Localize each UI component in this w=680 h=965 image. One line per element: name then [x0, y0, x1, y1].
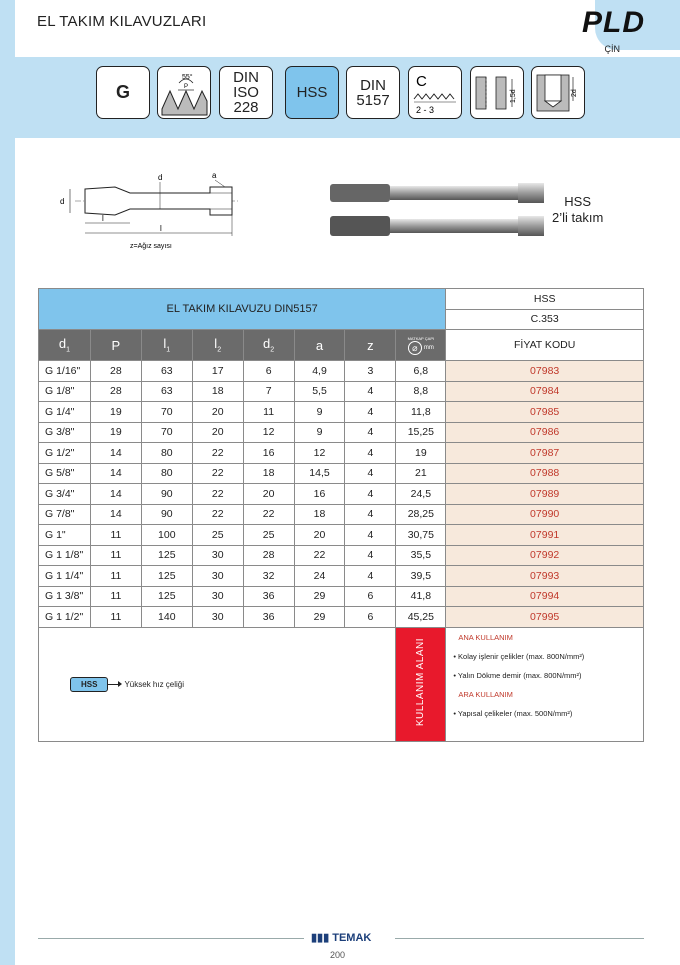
- value-cell: 11: [243, 402, 294, 423]
- value-cell: 4: [345, 443, 396, 464]
- value-cell: 4: [345, 463, 396, 484]
- standard-line-1: DIN: [233, 69, 259, 86]
- value-cell: 14: [90, 463, 141, 484]
- value-cell: 4: [345, 525, 396, 546]
- value-cell: 41,8: [396, 586, 446, 607]
- value-cell: 14: [90, 504, 141, 525]
- value-cell: 28,25: [396, 504, 446, 525]
- usage-list: [446, 627, 644, 741]
- product-label-line1: HSS: [564, 194, 592, 209]
- table-row: [39, 422, 644, 443]
- thread-profile-box: [157, 66, 211, 119]
- size-cell: G 3/4": [39, 484, 91, 505]
- standard-line-2: ISO: [233, 84, 259, 101]
- legend-cell: [39, 627, 396, 741]
- secondary-usage-item-1: • Yapısal çelikeler (max. 500N/mm²): [453, 708, 573, 718]
- value-cell: 90: [141, 484, 192, 505]
- value-cell: 32: [243, 566, 294, 587]
- col-z: z: [345, 330, 396, 361]
- value-cell: 21: [396, 463, 446, 484]
- size-cell: G 1 3/8": [39, 586, 91, 607]
- value-cell: 6,8: [396, 361, 446, 382]
- value-cell: 70: [141, 402, 192, 423]
- size-cell: G 7/8": [39, 504, 91, 525]
- l1-label: l: [160, 224, 162, 233]
- price-code-cell: 07983: [446, 361, 644, 382]
- standard-box: [219, 66, 273, 119]
- value-cell: 22: [192, 463, 243, 484]
- value-cell: 6: [243, 361, 294, 382]
- through-hole-box: [470, 66, 524, 119]
- col-d1: $d_1$: [39, 330, 91, 361]
- table-row: [39, 607, 644, 628]
- price-code-cell: 07989: [446, 484, 644, 505]
- value-cell: 90: [141, 504, 192, 525]
- value-cell: 100: [141, 525, 192, 546]
- size-cell: G 1/4": [39, 402, 91, 423]
- price-code-cell: 07994: [446, 586, 644, 607]
- value-cell: 12: [243, 422, 294, 443]
- value-cell: 22: [243, 504, 294, 525]
- legend-text: Yüksek hız çeliği: [124, 679, 185, 689]
- footer-logo: ▮▮▮ TEMAK: [311, 932, 372, 944]
- value-cell: 22: [192, 443, 243, 464]
- value-cell: 8,8: [396, 381, 446, 402]
- price-code-cell: 07986: [446, 422, 644, 443]
- value-cell: 125: [141, 566, 192, 587]
- value-cell: 28: [243, 545, 294, 566]
- table-row: [39, 361, 644, 382]
- main-usage-title: ANA KULLANIM: [458, 632, 513, 642]
- value-cell: 36: [243, 607, 294, 628]
- through-hole-icon: [472, 69, 522, 117]
- tap-drawing: [60, 166, 245, 256]
- value-cell: 39,5: [396, 566, 446, 587]
- depth-label-1: 1,5d: [510, 88, 517, 103]
- value-cell: 22: [192, 484, 243, 505]
- value-cell: 19: [396, 443, 446, 464]
- material-label: HSS: [296, 84, 328, 101]
- value-cell: 11: [90, 545, 141, 566]
- value-cell: 24,5: [396, 484, 446, 505]
- thread-profile-icon: [159, 69, 209, 117]
- din-line-2: 5157: [356, 91, 390, 109]
- value-cell: 125: [141, 545, 192, 566]
- table-body: [39, 361, 644, 628]
- chamfer-icon: [410, 69, 460, 117]
- price-code-cell: 07988: [446, 463, 644, 484]
- price-code-cell: 07985: [446, 402, 644, 423]
- value-cell: 4: [345, 422, 396, 443]
- drill-icon: ⌀: [408, 341, 422, 355]
- product-label: [552, 194, 603, 226]
- thread-type-label: G: [115, 82, 130, 102]
- table-row: [39, 463, 644, 484]
- value-cell: 16: [294, 484, 345, 505]
- l2-label: l: [102, 214, 104, 223]
- drill-unit: mm: [423, 344, 434, 351]
- main-usage-item-2: • Yalın Dökme demir (max. 800N/mm²): [453, 670, 582, 680]
- col-l1: $l_1$: [141, 330, 192, 361]
- chamfer-box: [408, 66, 462, 119]
- a-label: a: [212, 171, 217, 180]
- price-code-cell: 07987: [446, 443, 644, 464]
- value-cell: 63: [141, 381, 192, 402]
- col-l2: $l_2$: [192, 330, 243, 361]
- value-cell: 14,5: [294, 463, 345, 484]
- value-cell: 70: [141, 422, 192, 443]
- thread-type-box: [96, 66, 150, 119]
- value-cell: 5,5: [294, 381, 345, 402]
- size-cell: G 1": [39, 525, 91, 546]
- main-usage-item-1: • Kolay işlenir çelikler (max. 800N/mm²): [453, 651, 585, 661]
- value-cell: 9: [294, 422, 345, 443]
- material-header: HSS: [446, 289, 644, 310]
- value-cell: 4,9: [294, 361, 345, 382]
- value-cell: 80: [141, 443, 192, 464]
- value-cell: 16: [243, 443, 294, 464]
- col-a: a: [294, 330, 345, 361]
- value-cell: 25: [243, 525, 294, 546]
- blind-hole-icon: [533, 69, 583, 117]
- value-cell: 6: [345, 607, 396, 628]
- col-p: P: [90, 330, 141, 361]
- size-cell: G 3/8": [39, 422, 91, 443]
- hss-badge: HSS: [70, 677, 108, 692]
- value-cell: 12: [294, 443, 345, 464]
- country-label: ÇİN: [604, 44, 620, 54]
- price-code-cell: 07993: [446, 566, 644, 587]
- value-cell: 7: [243, 381, 294, 402]
- price-code-cell: 07991: [446, 525, 644, 546]
- value-cell: 35,5: [396, 545, 446, 566]
- value-cell: 19: [90, 422, 141, 443]
- standard-line-3: 228: [233, 99, 259, 116]
- z-caption: z=Ağız sayısı: [130, 243, 172, 250]
- value-cell: 30: [192, 545, 243, 566]
- value-cell: 22: [192, 504, 243, 525]
- value-cell: 4: [345, 484, 396, 505]
- value-cell: 28: [90, 381, 141, 402]
- drill-header-label: MATKAP ÇAPI: [407, 335, 435, 341]
- value-cell: 6: [345, 586, 396, 607]
- value-cell: 14: [90, 443, 141, 464]
- value-cell: 25: [192, 525, 243, 546]
- value-cell: 20: [192, 422, 243, 443]
- brand-logo: PLD: [582, 6, 645, 39]
- size-cell: G 1/2": [39, 443, 91, 464]
- arrow-head-icon: [118, 681, 122, 687]
- size-cell: G 5/8": [39, 463, 91, 484]
- value-cell: 29: [294, 607, 345, 628]
- table-row: [39, 545, 644, 566]
- value-cell: 9: [294, 402, 345, 423]
- depth-label-2: 2d: [571, 88, 578, 97]
- footer-rule-right: [395, 938, 644, 939]
- table-row: [39, 586, 644, 607]
- page-title: EL TAKIM KILAVUZLARI: [37, 13, 207, 30]
- price-code-cell: 07992: [446, 545, 644, 566]
- value-cell: 22: [294, 545, 345, 566]
- value-cell: 14: [90, 484, 141, 505]
- value-cell: 24: [294, 566, 345, 587]
- table-row: [39, 525, 644, 546]
- code-group-header: C.353: [446, 309, 644, 330]
- din-line-1: DIN: [360, 76, 386, 94]
- value-cell: 11: [90, 586, 141, 607]
- value-cell: 3: [345, 361, 396, 382]
- blind-hole-box: [531, 66, 585, 119]
- size-cell: G 1 1/8": [39, 545, 91, 566]
- size-cell: G 1/16": [39, 361, 91, 382]
- page-number: 200: [330, 950, 346, 960]
- value-cell: 140: [141, 607, 192, 628]
- table-row: [39, 402, 644, 423]
- value-cell: 17: [192, 361, 243, 382]
- value-cell: 20: [294, 525, 345, 546]
- table-row: [39, 566, 644, 587]
- value-cell: 19: [90, 402, 141, 423]
- product-label-line2: 2’li takım: [552, 210, 604, 225]
- value-cell: 15,25: [396, 422, 446, 443]
- value-cell: 4: [345, 545, 396, 566]
- size-cell: G 1/8": [39, 381, 91, 402]
- value-cell: 18: [294, 504, 345, 525]
- value-cell: 11: [90, 607, 141, 628]
- value-cell: 4: [345, 504, 396, 525]
- value-cell: 45,25: [396, 607, 446, 628]
- product-table: [38, 288, 644, 742]
- value-cell: 30: [192, 607, 243, 628]
- table-title: EL TAKIM KILAVUZU DIN5157: [39, 289, 446, 330]
- chamfer-threads-label: 2 - 3: [416, 104, 435, 115]
- price-code-cell: 07990: [446, 504, 644, 525]
- angle-label: 55°: [182, 73, 193, 81]
- price-code-cell: 07984: [446, 381, 644, 402]
- footer-rule-left: [38, 938, 304, 939]
- usage-vertical-label: KULLANIM ALANI: [396, 627, 446, 741]
- value-cell: 4: [345, 402, 396, 423]
- tap-set-photo: [328, 178, 548, 248]
- d1-label: d: [60, 197, 65, 206]
- col-drill: [396, 330, 446, 361]
- value-cell: 20: [192, 402, 243, 423]
- price-code-header: FİYAT KODU: [446, 330, 644, 361]
- value-cell: 80: [141, 463, 192, 484]
- value-cell: 11: [90, 525, 141, 546]
- table-row: [39, 484, 644, 505]
- size-cell: G 1 1/2": [39, 607, 91, 628]
- table-row: [39, 381, 644, 402]
- value-cell: 36: [243, 586, 294, 607]
- din-box: [346, 66, 400, 119]
- value-cell: 4: [345, 566, 396, 587]
- arrow-icon: [108, 684, 118, 685]
- value-cell: 28: [90, 361, 141, 382]
- chamfer-form-label: C: [416, 72, 427, 90]
- value-cell: 63: [141, 361, 192, 382]
- value-cell: 4: [345, 381, 396, 402]
- value-cell: 11: [90, 566, 141, 587]
- secondary-usage-title: ARA KULLANIM: [458, 689, 513, 699]
- col-d2: $d_2$: [243, 330, 294, 361]
- value-cell: 30: [192, 586, 243, 607]
- value-cell: 30: [192, 566, 243, 587]
- table-row: [39, 504, 644, 525]
- price-code-cell: 07995: [446, 607, 644, 628]
- value-cell: 20: [243, 484, 294, 505]
- d2-label: d: [158, 173, 163, 182]
- table-row: [39, 443, 644, 464]
- value-cell: 125: [141, 586, 192, 607]
- value-cell: 29: [294, 586, 345, 607]
- value-cell: 11,8: [396, 402, 446, 423]
- size-cell: G 1 1/4": [39, 566, 91, 587]
- value-cell: 18: [243, 463, 294, 484]
- value-cell: 30,75: [396, 525, 446, 546]
- pitch-label: P: [184, 83, 189, 90]
- value-cell: 18: [192, 381, 243, 402]
- material-box: [285, 66, 339, 119]
